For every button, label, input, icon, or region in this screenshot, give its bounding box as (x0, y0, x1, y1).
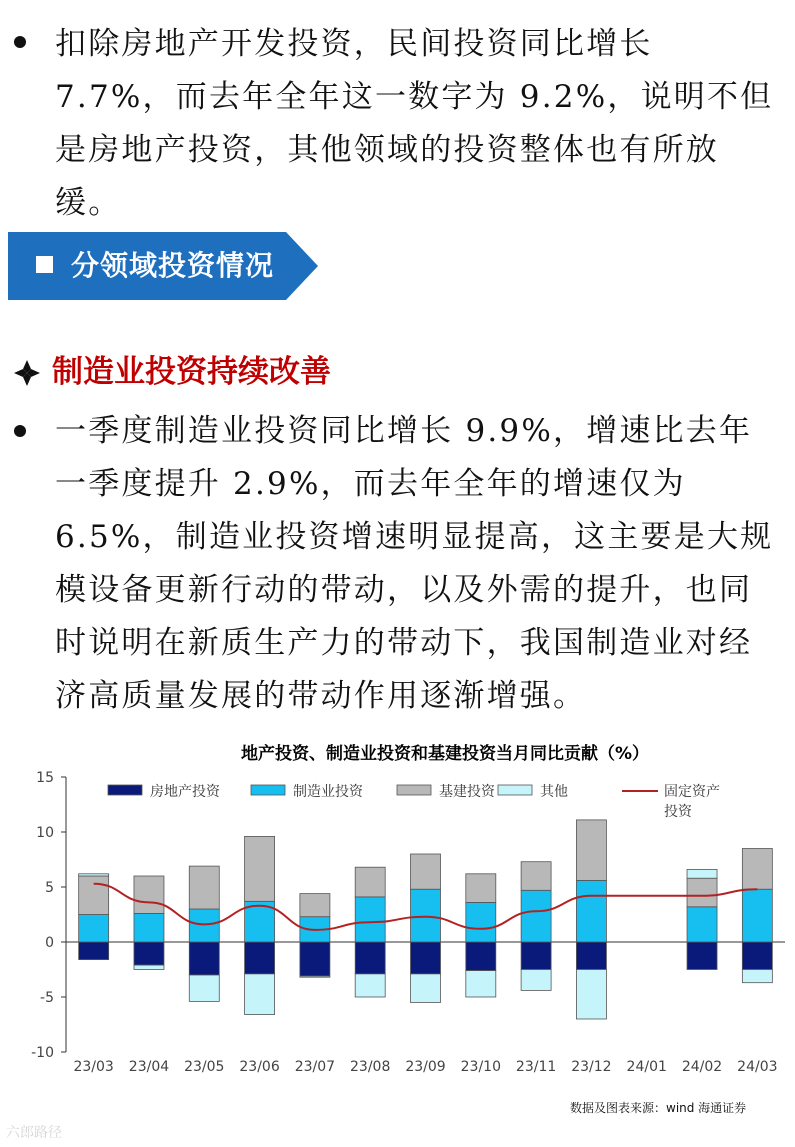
bar-其他 (521, 970, 551, 991)
bar-基建投资 (134, 876, 164, 913)
y-tick-label: 10 (36, 825, 54, 841)
bar-房地产投资 (576, 942, 606, 970)
x-tick-label: 23/09 (405, 1059, 446, 1075)
bar-其他 (687, 869, 717, 878)
bullet-dot (14, 425, 26, 437)
bar-基建投资 (79, 876, 109, 915)
bar-其他 (742, 970, 772, 983)
bar-基建投资 (189, 866, 219, 909)
x-tick-label: 23/11 (515, 1059, 557, 1075)
bar-制造业投资 (466, 902, 496, 942)
bar-房地产投资 (466, 942, 496, 971)
chart-legend (108, 783, 720, 820)
bar-房地产投资 (521, 942, 551, 970)
bar-基建投资 (355, 867, 385, 897)
bar-基建投资 (742, 849, 772, 890)
bar-房地产投资 (134, 942, 164, 965)
bar-制造业投资 (79, 915, 109, 943)
bar-基建投资 (687, 878, 717, 907)
x-tick-label: 23/06 (239, 1059, 280, 1075)
bar-制造业投资 (576, 880, 606, 942)
bar-房地产投资 (742, 942, 772, 970)
paragraph-text: 扣除房地产开发投资，民间投资同比增长 7.7%，而去年全年这一数字为 9.2%，说明不但是房地产投资，其他领域的投资整体也有所放缓。 (55, 26, 774, 221)
legend-swatch (498, 785, 532, 795)
bar-房地产投资 (411, 942, 441, 974)
x-tick-label: 23/04 (128, 1059, 170, 1075)
paragraph-text: 一季度制造业投资同比增长 9.9%，增速比去年一季度提升 2.9%，而去年全年的增速仅为 6.5%，制造业投资增速明显提高，这主要是大规模设备更新行动的带动，以及外需的提升，也同时说明在新质生产力的带动下，我国制造业对经济高质量发展的带动作用逐渐增强。 (55, 413, 774, 714)
legend-label: 固定资产投资 (664, 784, 720, 820)
bar-房地产投资 (687, 942, 717, 970)
legend-label: 基建投资 (439, 784, 495, 800)
source-note: 数据及图表来源：wind 海通证券 (570, 1101, 747, 1115)
bar-房地产投资 (189, 942, 219, 975)
investment-contribution-chart (0, 735, 795, 1125)
section-title: 分领域投资情况 (71, 249, 275, 282)
legend-swatch (251, 785, 285, 795)
bar-基建投资 (521, 862, 551, 891)
bar-房地产投资 (355, 942, 385, 974)
legend-label: 其他 (540, 784, 568, 800)
bar-基建投资 (576, 820, 606, 881)
y-tick-label: -10 (31, 1045, 54, 1061)
legend-label: 房地产投资 (150, 784, 220, 800)
bar-制造业投资 (687, 907, 717, 942)
bar-房地产投资 (300, 942, 330, 976)
chart-svg (0, 735, 795, 1095)
subheading-title: 制造业投资持续改善 (52, 354, 331, 390)
legend-label: 制造业投资 (293, 784, 363, 800)
bar-基建投资 (466, 874, 496, 903)
bar-其他 (466, 971, 496, 997)
x-tick-label: 23/08 (350, 1059, 391, 1075)
x-tick-label: 23/05 (184, 1059, 225, 1075)
section-banner (8, 232, 318, 300)
bar-其他 (79, 874, 109, 876)
legend-swatch (108, 785, 142, 795)
bar-layer (79, 820, 773, 1019)
y-tick-label: 15 (36, 770, 54, 786)
y-tick-label: 5 (45, 880, 54, 896)
bar-制造业投资 (134, 913, 164, 942)
bar-制造业投资 (189, 909, 219, 942)
x-tick-label: 23/07 (294, 1059, 336, 1075)
legend-swatch (397, 785, 431, 795)
bar-基建投资 (411, 854, 441, 889)
x-tick-label: 24/02 (681, 1059, 723, 1075)
watermark: 六郎路径 (6, 1125, 62, 1141)
diamond-bullet-icon (12, 358, 42, 388)
bar-制造业投资 (742, 889, 772, 942)
x-tick-label: 23/12 (571, 1059, 612, 1075)
x-tick-label: 24/01 (626, 1059, 667, 1075)
bar-制造业投资 (355, 897, 385, 942)
bar-其他 (134, 965, 164, 969)
x-tick-label: 24/03 (737, 1059, 778, 1075)
x-tick-label: 23/03 (73, 1059, 114, 1075)
bar-其他 (411, 974, 441, 1003)
bar-其他 (300, 976, 330, 977)
bar-制造业投资 (411, 889, 441, 942)
bar-基建投资 (245, 836, 275, 901)
bullet-dot (14, 36, 26, 48)
bar-其他 (189, 975, 219, 1001)
bar-房地产投资 (245, 942, 275, 974)
bar-房地产投资 (79, 942, 109, 960)
bar-其他 (576, 970, 606, 1020)
square-bullet-icon (36, 256, 53, 273)
y-tick-label: -5 (40, 990, 54, 1006)
bar-制造业投资 (521, 890, 551, 942)
bar-其他 (355, 974, 385, 997)
chart-title: 地产投资、制造业投资和基建投资当月同比贡献（%） (240, 744, 650, 764)
bar-其他 (245, 974, 275, 1015)
y-tick-label: 0 (45, 935, 54, 951)
x-tick-label: 23/10 (460, 1059, 501, 1075)
bar-基建投资 (300, 894, 330, 917)
